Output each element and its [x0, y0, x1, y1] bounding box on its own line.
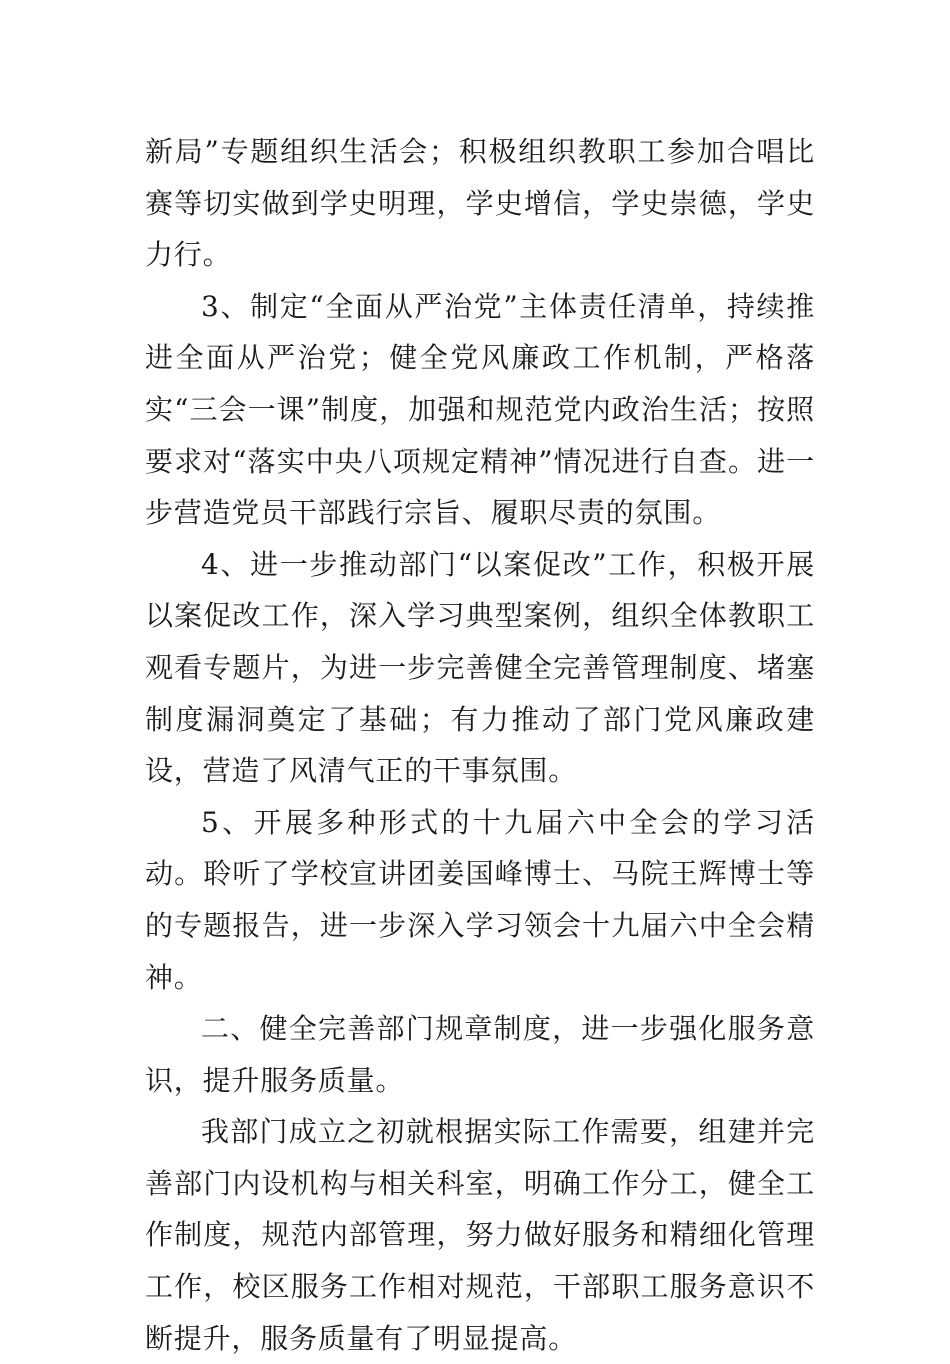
paragraph-continuation: 新局”专题组织生活会；积极组织教职工参加合唱比赛等切实做到学史明理，学史增信，学史崇德，学史力行。: [145, 135, 815, 272]
paragraph-item-5: 5、开展多种形式的十九届六中全会的学习活动。聆听了学校宣讲团姜国峰博士、马院王辉博士等的专题报告，进一步深入学习领会十九届六中全会精神。: [145, 805, 815, 994]
section-heading-2: 二、健全完善部门规章制度，进一步强化服务意识，提升服务质量。: [145, 1012, 815, 1097]
paragraph-item-4: 4、进一步推动部门“以案促改”工作，积极开展以案促改工作，深入学习典型案例，组织全体教职工观看专题片，为进一步完善健全完善管理制度、堵塞制度漏洞奠定了基础；有力推动了部门党风廉政建设，营造了风清气正的干事氛围。: [145, 547, 815, 788]
paragraph-section-2-body: 我部门成立之初就根据实际工作需要，组建并完善部门内设机构与相关科室，明确工作分工，健全工作制度，规范内部管理，努力做好服务和精细化管理工作，校区服务工作相对规范，干部职工服务意识不断提升，服务质量有了明显提高。: [145, 1115, 815, 1355]
paragraph-item-3: 3、制定“全面从严治党”主体责任清单，持续推进全面从严治党；健全党风廉政工作机制，严格落实“三会一课”制度，加强和规范党内政治生活；按照要求对“落实中央八项规定精神”情况进行自查。进一步营造党员干部践行宗旨、履职尽责的氛围。: [145, 289, 815, 530]
document-body: [145, 126, 815, 1364]
